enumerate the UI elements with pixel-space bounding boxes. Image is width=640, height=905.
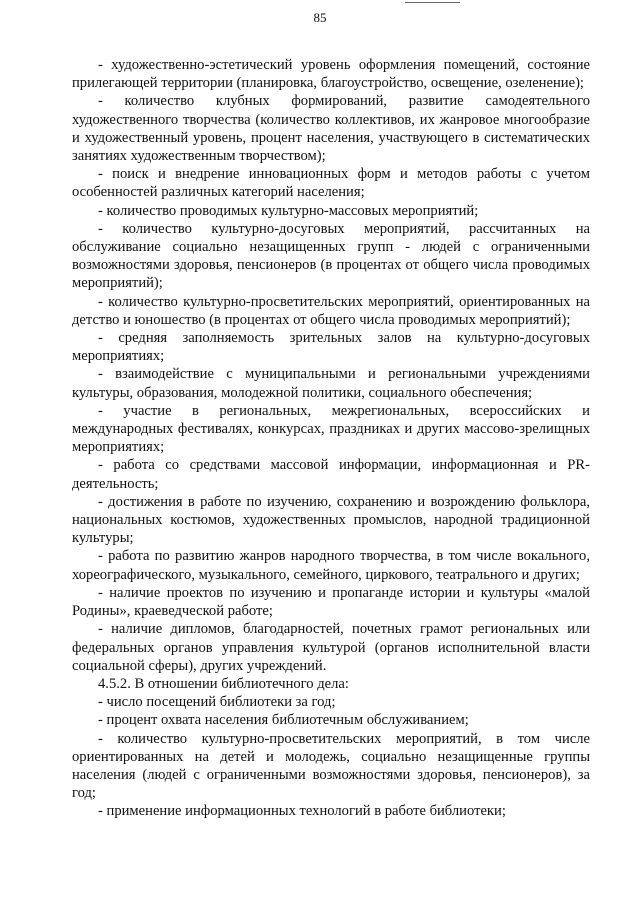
paragraph: - применение информационных технологий в работе библиотеки; xyxy=(98,803,506,820)
section-heading: 4.5.2. В отношении библиотечного дела: xyxy=(98,675,349,692)
paragraph: - количество культурно-просветительских мероприятий, ориентированных на детство и юношество (в процентах от общего числа проводимых мероприятий); xyxy=(72,293,590,328)
page-number: 85 xyxy=(313,10,327,25)
paragraph: - работа со средствами массовой информации, информационная и PR-деятельность; xyxy=(72,457,590,492)
paragraph: - наличие проектов по изучению и пропаганде истории и культуры «малой Родины», краеведческой работе; xyxy=(72,584,590,620)
header-rule xyxy=(405,2,460,3)
paragraph: - количество проводимых культурно-массовых мероприятий; xyxy=(98,202,479,219)
paragraph: - работа по развитию жанров народного творчества, в том числе вокального, хореографического, музыкального, семейного, циркового, театрального и других; xyxy=(72,548,590,583)
paragraph: - количество клубных формирований, развитие самодеятельного художественного творчества (количество коллективов, их жанровое многообразие и художественный уровень, процент населения, участвующего в систематических занятиях художественным творчеством); xyxy=(72,93,590,165)
paragraph: - наличие дипломов, благодарностей, почетных грамот региональных или федеральных органов управления культурой (органов исполнительной власти социальной сферы), других учреждений. xyxy=(72,621,590,674)
paragraph: - средняя заполняемость зрительных залов на культурно-досуговых мероприятиях; xyxy=(72,330,590,365)
paragraph: - поиск и внедрение инновационных форм и методов работы с учетом особенностей различных категорий населения; xyxy=(72,166,590,201)
document-body xyxy=(72,56,590,821)
paragraph: - художественно-эстетический уровень оформления помещений, состояние прилегающей территории (планировка, благоустройство, освещение, озеленение); xyxy=(72,57,590,92)
paragraph: - достижения в работе по изучению, сохранению и возрождению фольклора, национальных костюмов, художественных промыслов, народной традиционной культуры; xyxy=(72,493,590,547)
paragraph: - количество культурно-досуговых мероприятий, рассчитанных на обслуживание социально незащищенных групп - людей с ограниченными возможностями здоровья, пенсионеров (в процентах от общего числа проводимых мероприятий); xyxy=(72,220,590,292)
paragraph: - взаимодействие с муниципальными и региональными учреждениями культуры, образования, молодежной политики, социального обеспечения; xyxy=(72,366,590,401)
paragraph: - число посещений библиотеки за год; xyxy=(98,694,336,711)
paragraph: - процент охвата населения библиотечным обслуживанием; xyxy=(98,712,469,729)
paragraph: - количество культурно-просветительских мероприятий, в том числе ориентированных на детей и молодежь, социально незащищенные группы населения (людей с ограниченными возможностями здоровья, пенсионеров), за год; xyxy=(72,730,590,802)
paragraph: - участие в региональных, межрегиональных, всероссийских и международных фестивалях, конкурсах, праздниках и других массово-зрелищных мероприятиях; xyxy=(72,402,590,456)
